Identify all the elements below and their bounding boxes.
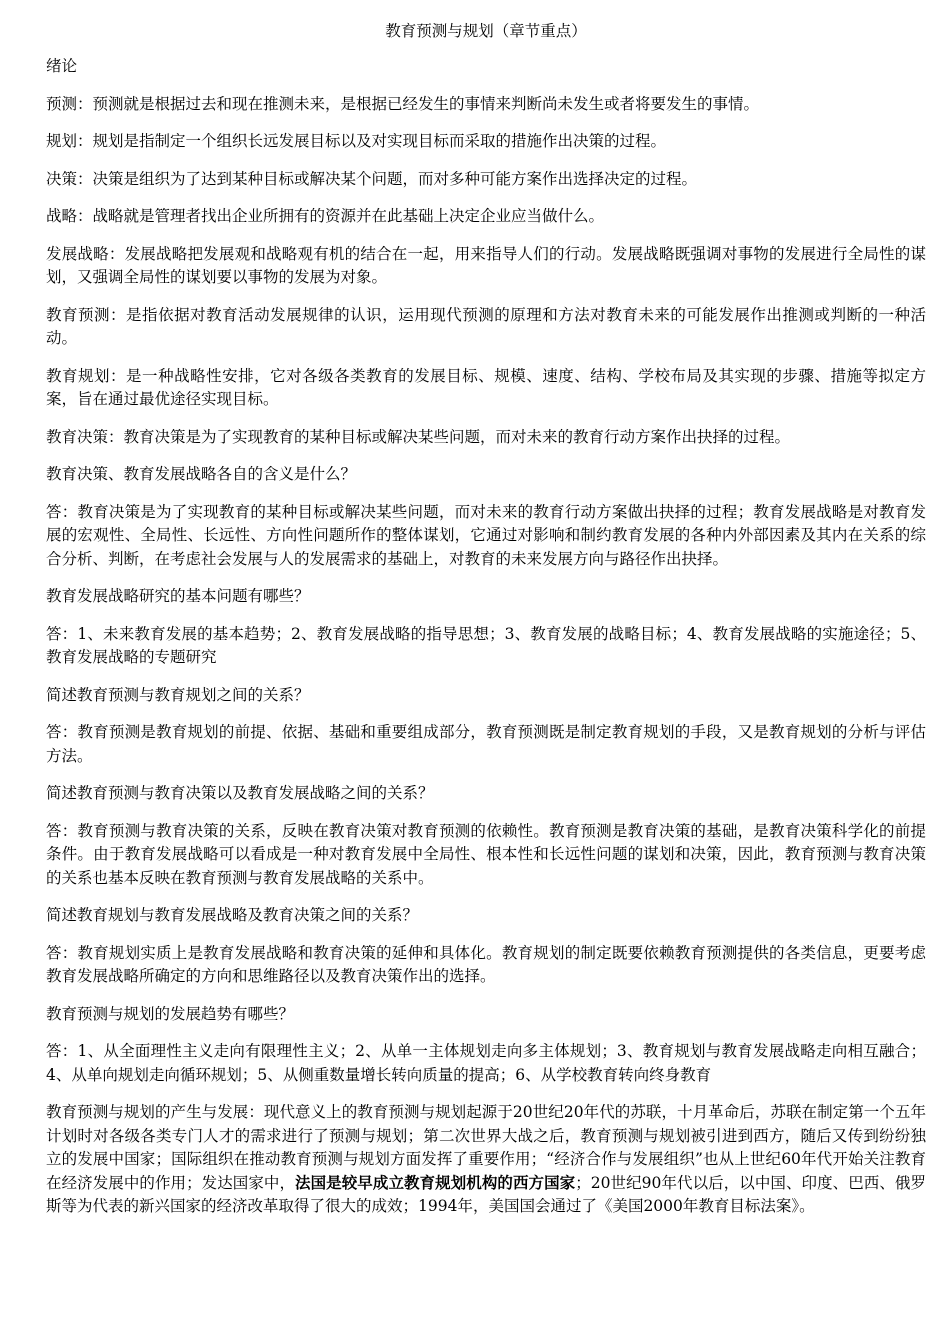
definition-paragraph: 战略：战略就是管理者找出企业所拥有的资源并在此基础上决定企业应当做什么。 — [46, 207, 605, 225]
history-bold-text: 法国是较早成立教育规划机构的西方国家 — [295, 1173, 576, 1192]
answer-paragraph: 答：教育规划实质上是教育发展战略和教育决策的延伸和具体化。教育规划的制定既要依赖教育预测提供的各类信息，更要考虑教育发展战略所确定的方向和思维路径以及教育决策作出的选择。 — [46, 943, 926, 985]
answer-paragraph: 答：1、从全面理性主义走向有限理性主义；2、从单一主体规划走向多主体规划；3、教育规划与教育发展战略走向相互融合；4、从单向规划走向循环规划；5、从侧重数量增长转向质量的提高；6、从学校教育转向终身教育 — [46, 1042, 926, 1084]
definition-paragraph: 教育预测：是指依据对教育活动发展规律的认识，运用现代预测的原理和方法对教育未来的可能发展作出推测或判断的一种活动。 — [46, 305, 926, 347]
question-paragraph: 简述教育规划与教育发展战略及教育决策之间的关系？ — [46, 906, 419, 924]
definition-paragraph: 教育决策：教育决策是为了实现教育的某种目标或解决某些问题，而对未来的教育行动方案作出抉择的过程。 — [46, 427, 791, 446]
definition-paragraph: 决策：决策是组织为了达到某种目标或解决某个问题，而对多种可能方案作出选择决定的过程。 — [46, 169, 698, 188]
document-title: 教育预测与规划（章节重点） — [385, 22, 587, 40]
question-paragraph: 简述教育预测与教育规划之间的关系？ — [46, 685, 310, 704]
answer-paragraph: 答：教育预测与教育决策的关系，反映在教育决策对教育预测的依赖性。教育预测是教育决策的基础，是教育决策科学化的前提条件。由于教育发展战略可以看成是一种对教育发展中全局性、根本性和长远性问题的谋划和决策，因此，教育预测与教育决策的关系也基本反映在教育预测与教育发展战略的关系中。 — [46, 821, 926, 887]
question-paragraph: 教育预测与规划的发展趋势有哪些？ — [46, 1004, 295, 1023]
answer-paragraph: 答：1、未来教育发展的基本趋势；2、教育发展战略的指导思想；3、教育发展的战略目标；4、教育发展战略的实施途径；5、教育发展战略的专题研究 — [46, 624, 926, 666]
history-text-before: 教育预测与规划的产生与发展：现代意义上的教育预测与规划起源于20世纪20年代的苏联，十月革命后，苏联在制定第一个五年计划时对各级各类专门人才的需求进行了预测与规划；第二次世界大战之后，教育预测与规划被引进到西方，随后又传到纷纷独立的发展中国家；国际组织在推动教育预测与规划方面发挥了重要作用；“经济合作与发展组织”也从上世纪60年代开始关注教育在经济发展中的作用；发达国家中， — [46, 1103, 926, 1192]
section-heading: 绪论 — [46, 57, 78, 75]
definition-paragraph: 预测：预测就是根据过去和现在推测未来，是根据已经发生的事情来判断尚未发生或者将要发生的事情。 — [46, 94, 760, 113]
history-text-after: ；20世纪90年代以后，以中国、印度、巴西、俄罗斯等为代表的新兴国家的经济改革取得了很大的成效；1994年，美国国会通过了《美国2000年教育目标法案》。 — [46, 1173, 926, 1215]
answer-paragraph: 答：教育决策是为了实现教育的某种目标或解决某些问题，而对未来的教育行动方案做出抉择的过程；教育发展战略是对教育发展的宏观性、全局性、长远性、方向性问题所作的整体谋划，它通过对影响和制约教育发展的各种内外部因素及其内在关系的综合分析、判断，在考虑社会发展与人的发展需求的基础上，对教育的未来发展方向与路径作出抉择。 — [46, 502, 926, 568]
history-paragraph — [46, 1101, 926, 1219]
question-paragraph: 教育决策、教育发展战略各自的含义是什么？ — [46, 465, 357, 483]
definition-paragraph: 发展战略：发展战略把发展观和战略观有机的结合在一起，用来指导人们的行动。发展战略既强调对事物的发展进行全局性的谋划，又强调全局性的谋划要以事物的发展为对象。 — [46, 244, 926, 286]
definition-paragraph: 教育规划：是一种战略性安排，它对各级各类教育的发展目标、规模、速度、结构、学校布局及其实现的步骤、措施等拟定方案，旨在通过最优途径实现目标。 — [46, 366, 926, 408]
question-paragraph: 教育发展战略研究的基本问题有哪些？ — [46, 587, 310, 605]
document-body — [46, 20, 926, 1233]
definition-paragraph: 规划：规划是指制定一个组织长远发展目标以及对实现目标而采取的措施作出决策的过程。 — [46, 132, 667, 150]
answer-paragraph: 答：教育预测是教育规划的前提、依据、基础和重要组成部分，教育预测既是制定教育规划的手段，又是教育规划的分析与评估方法。 — [46, 723, 926, 765]
question-paragraph: 简述教育预测与教育决策以及教育发展战略之间的关系？ — [46, 784, 434, 802]
